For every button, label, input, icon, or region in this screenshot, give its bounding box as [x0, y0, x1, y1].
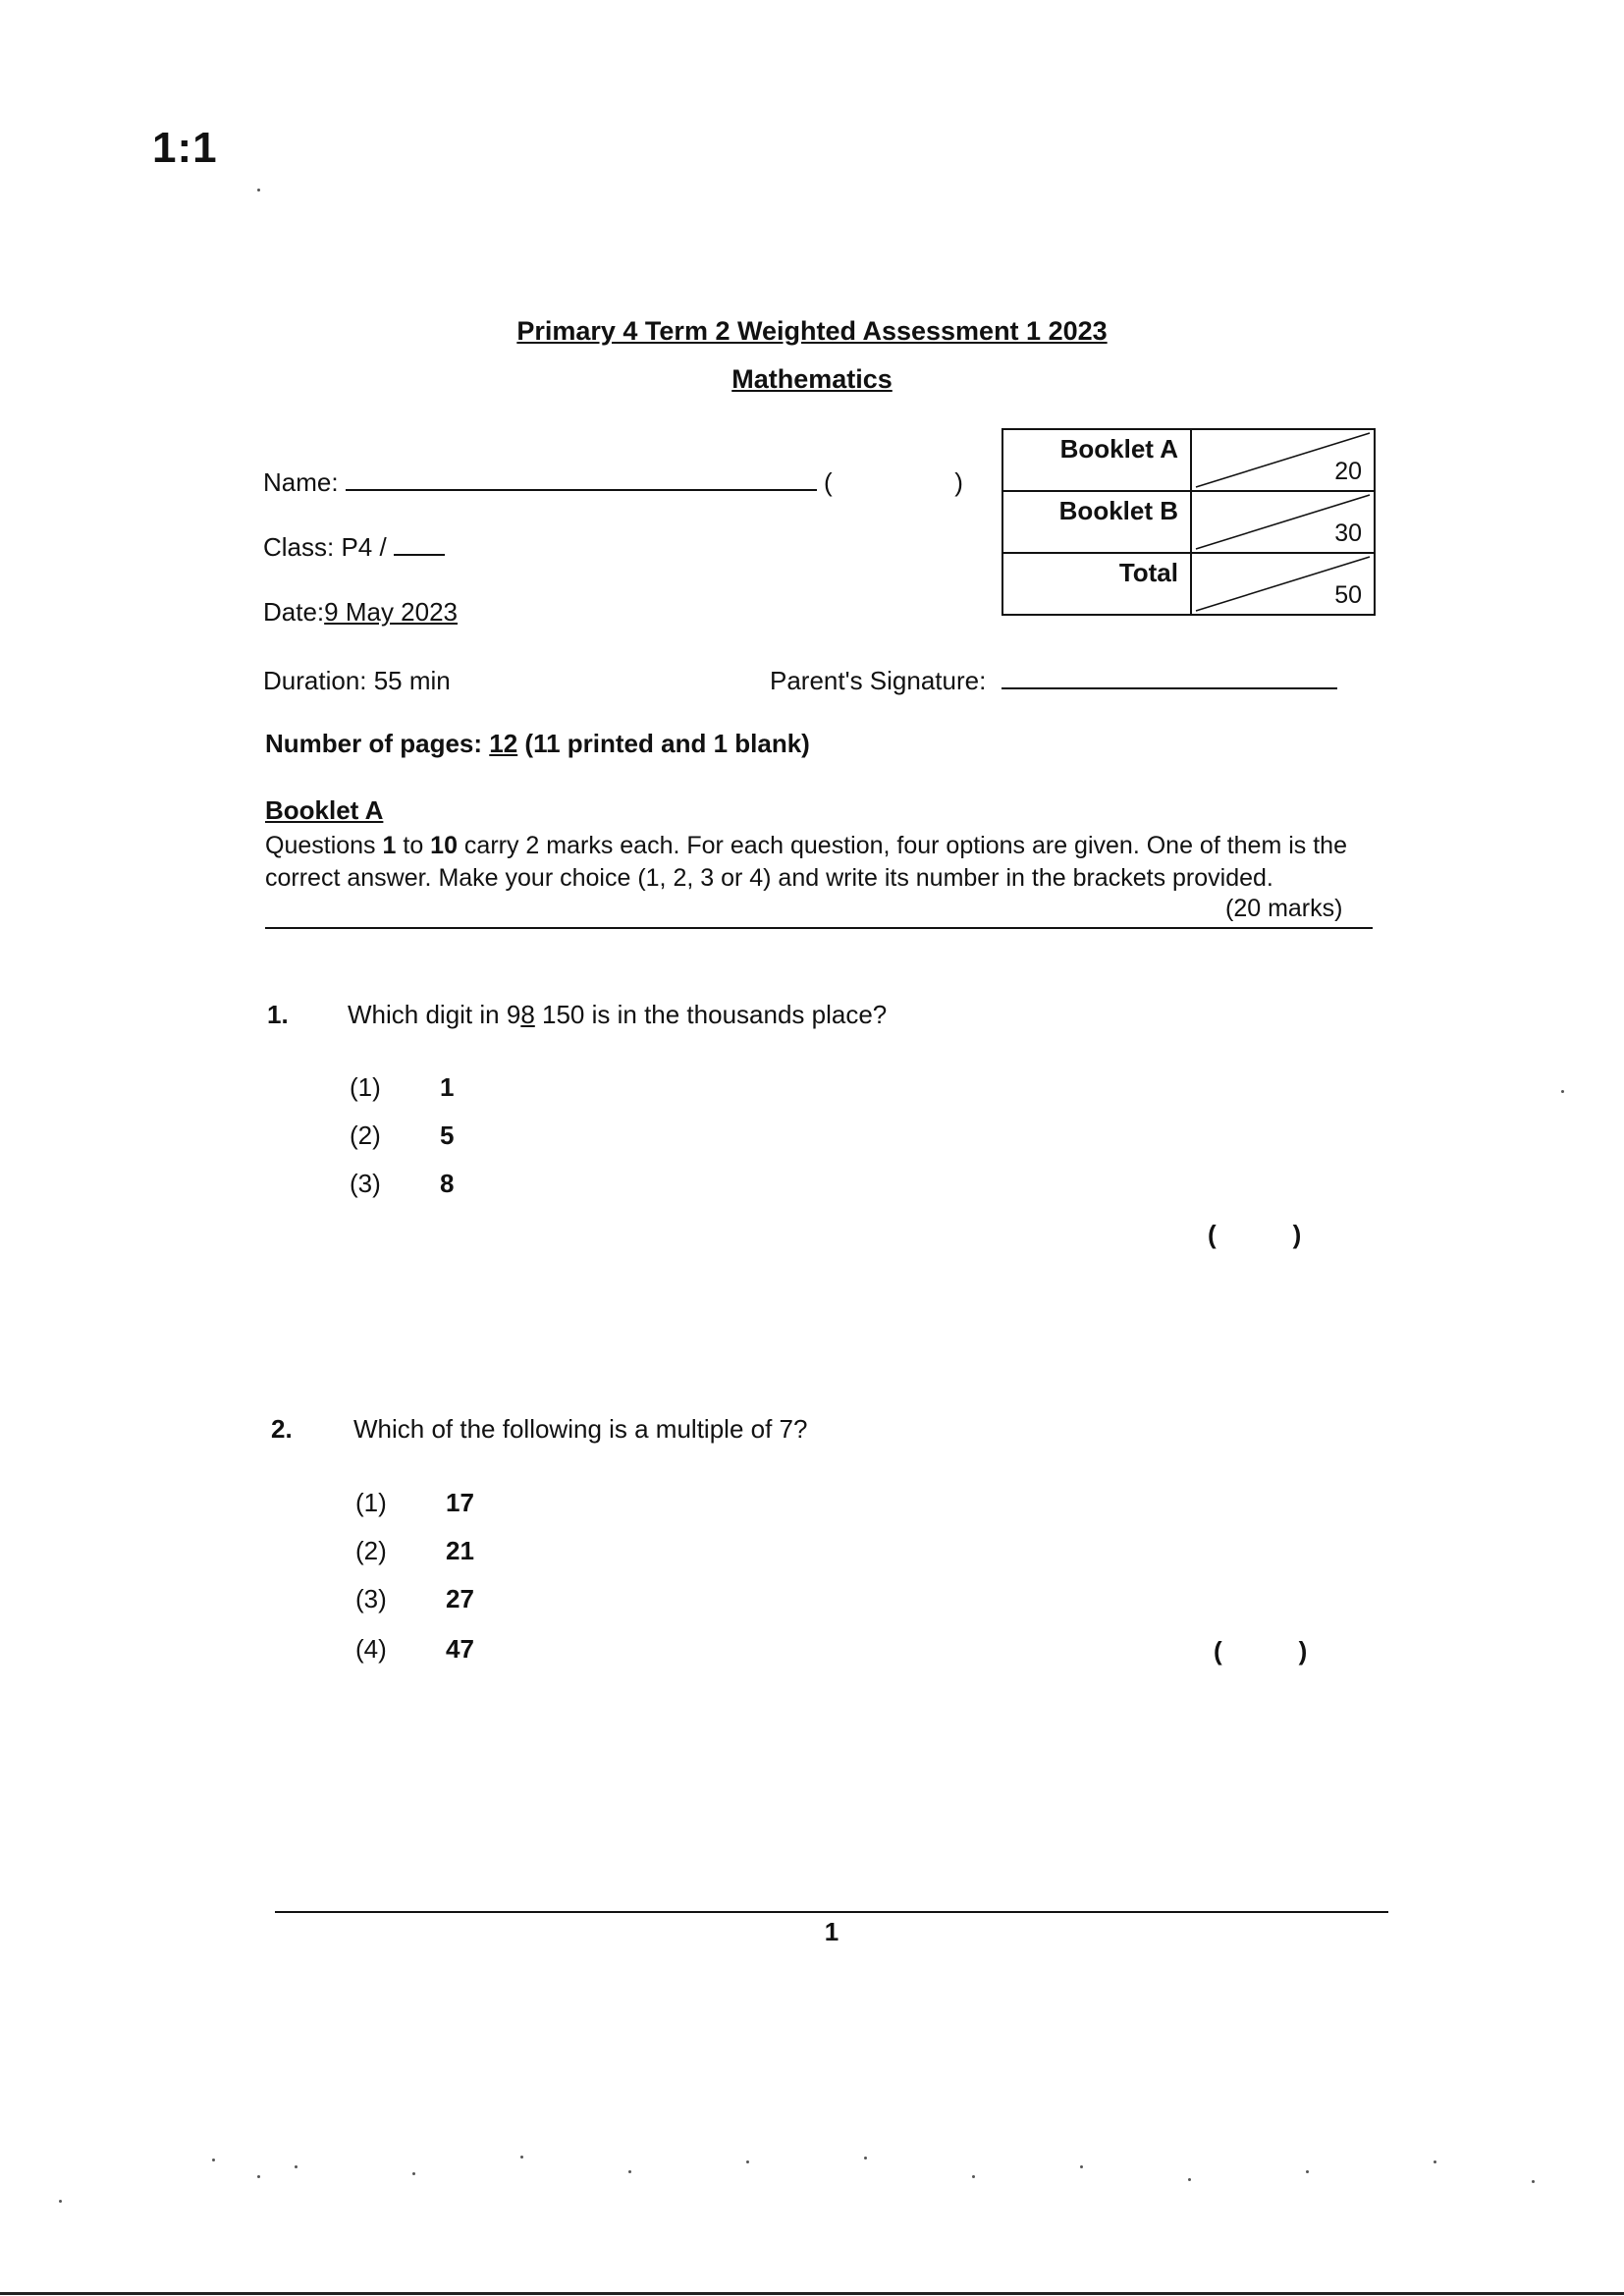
pages-count: 12 — [489, 729, 518, 758]
question-2-option-1[interactable] — [355, 1488, 474, 1518]
question-2-number: 2. — [271, 1414, 293, 1444]
class-field — [263, 532, 445, 563]
score-box[interactable] — [1191, 553, 1375, 615]
assessment-title: Primary 4 Term 2 Weighted Assessment 1 2023 — [516, 316, 1108, 346]
option-value: 21 — [446, 1536, 474, 1565]
option-value: 5 — [440, 1121, 455, 1150]
name-label: Name: — [263, 467, 339, 497]
score-row-booklet-b — [1002, 491, 1375, 553]
footer-rule — [275, 1911, 1388, 1913]
bracket-close: ) — [1298, 1636, 1308, 1666]
bracket-open: ( — [1214, 1636, 1222, 1666]
score-table — [1001, 428, 1376, 616]
option-label: (4) — [355, 1634, 387, 1664]
option-label: (1) — [350, 1072, 381, 1102]
name-field — [263, 467, 963, 498]
score-row-booklet-a — [1002, 429, 1375, 491]
question-2-text: Which of the following is a multiple of 7? — [353, 1414, 808, 1444]
question-1-option-1[interactable] — [350, 1072, 454, 1103]
instructions-marks: (20 marks) — [1225, 895, 1343, 922]
signature-label: Parent's Signature: — [770, 666, 987, 695]
question-2-option-2[interactable] — [355, 1536, 474, 1566]
question-2-answer-bracket[interactable] — [1214, 1636, 1307, 1667]
question-1-option-3[interactable] — [350, 1169, 454, 1199]
option-value: 1 — [440, 1072, 455, 1102]
date-label: Date: — [263, 597, 325, 627]
number-of-pages — [265, 729, 810, 759]
subject-title: Mathematics — [731, 364, 893, 394]
instructions-rule — [265, 927, 1373, 929]
score-row-total — [1002, 553, 1375, 615]
index-open-paren: ( — [824, 467, 833, 497]
question-1-text — [348, 1000, 887, 1030]
duration: Duration: 55 min — [263, 666, 451, 695]
corner-page-mark: 1:1 — [152, 124, 218, 172]
q1-text-part: Which digit in 9 — [348, 1000, 521, 1029]
score-label: Booklet B — [1002, 491, 1191, 553]
instr-part: to — [396, 832, 431, 859]
option-value: 8 — [440, 1169, 455, 1198]
signature-blank[interactable] — [1001, 666, 1337, 689]
instr-part: carry 2 marks each. For each question, four options are given. One of them is the correct answer. Make your choice (1, 2, 3 or 4) and write its number in the brackets provided. — [265, 832, 1347, 892]
question-1-answer-bracket[interactable] — [1208, 1220, 1301, 1250]
question-2-option-4[interactable] — [355, 1634, 474, 1665]
score-max: 30 — [1334, 519, 1362, 547]
instr-q-from: 1 — [382, 832, 397, 859]
class-blank[interactable] — [394, 532, 445, 556]
bracket-open: ( — [1208, 1220, 1217, 1249]
score-box[interactable] — [1191, 429, 1375, 491]
q1-underlined-digit: 8 — [520, 1000, 535, 1029]
score-max: 20 — [1334, 458, 1362, 485]
question-1-option-2[interactable] — [350, 1121, 454, 1151]
option-label: (2) — [355, 1536, 387, 1565]
score-label: Booklet A — [1002, 429, 1191, 491]
instr-q-to: 10 — [430, 832, 458, 859]
option-label: (1) — [355, 1488, 387, 1517]
option-label: (3) — [355, 1584, 387, 1613]
class-label: Class: P4 / — [263, 532, 387, 562]
scan-bottom-edge — [0, 2292, 1624, 2295]
name-blank[interactable] — [346, 467, 817, 491]
instructions-text — [265, 830, 1371, 895]
question-1-number: 1. — [267, 1000, 289, 1029]
booklet-a-heading: Booklet A — [265, 795, 384, 825]
pages-note: (11 printed and 1 blank) — [524, 729, 810, 758]
parent-signature-field — [770, 666, 1337, 696]
score-label: Total — [1002, 553, 1191, 615]
option-value: 47 — [446, 1634, 474, 1664]
score-box[interactable] — [1191, 491, 1375, 553]
option-value: 17 — [446, 1488, 474, 1517]
date-value: 9 May 2023 — [324, 597, 459, 627]
date-field — [263, 597, 458, 628]
option-label: (2) — [350, 1121, 381, 1150]
q1-text-part: 150 is in the thousands place? — [534, 1000, 888, 1029]
index-close-paren: ) — [954, 467, 963, 497]
instr-part: Questions — [265, 832, 383, 859]
option-label: (3) — [350, 1169, 381, 1198]
score-max: 50 — [1334, 581, 1362, 609]
question-2-option-3[interactable] — [355, 1584, 474, 1614]
bracket-close: ) — [1292, 1220, 1302, 1249]
page-number: 1 — [824, 1917, 839, 1946]
option-value: 27 — [446, 1584, 474, 1613]
pages-label: Number of pages: — [265, 729, 483, 758]
